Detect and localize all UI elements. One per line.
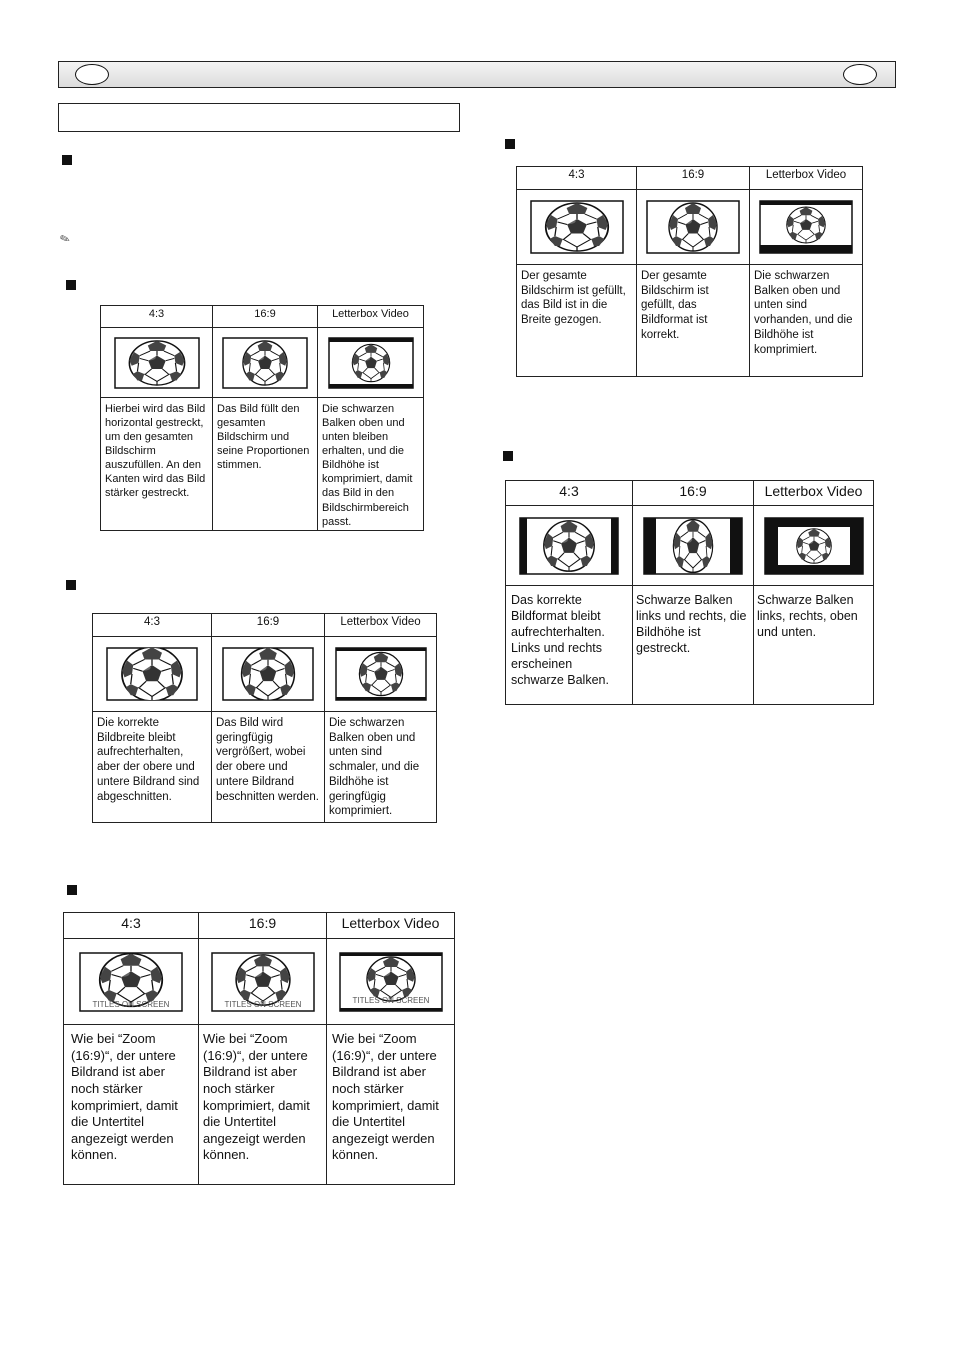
column-header: 16:9: [213, 306, 318, 328]
description-cell: Schwarze Balken links und rechts, die Bildhöhe ist gestreckt.: [633, 586, 754, 705]
language-badge-left: [75, 64, 109, 85]
description-cell: Das Bild füllt den gesamten Bildschirm und seine Proportionen stimmen.: [213, 398, 318, 531]
screen-illustration-cell: [633, 506, 754, 586]
bullet-square: [62, 155, 72, 165]
column-header: Letterbox Video: [325, 614, 437, 637]
subtitle-overlay-label: TITLES ON SCREEN: [224, 999, 301, 1009]
section-header-bar: [58, 61, 896, 88]
tv-screen-wide-ball: [530, 200, 624, 254]
description-cell: Schwarze Balken links, rechts, oben und unten.: [754, 586, 874, 705]
bullet-square: [505, 139, 515, 149]
format-table: [505, 480, 874, 705]
bullet-square: [503, 451, 513, 461]
screen-illustration-cell: [212, 637, 325, 712]
tv-screen-zoom-ball: [106, 647, 198, 701]
column-header: 16:9: [199, 913, 327, 939]
tv-screen-pillarbox-ball: [519, 517, 619, 575]
screen-illustration-cell: [199, 939, 327, 1025]
column-header: 16:9: [637, 167, 750, 190]
tv-screen-letterbox-ball: [759, 200, 853, 254]
screen-illustration-cell: [101, 328, 213, 398]
description-cell: Wie bei “Zoom (16:9)“, der untere Bildrand ist aber noch stärker komprimiert, damit die Untertitel angezeigt werden können.: [64, 1025, 199, 1185]
screen-illustration-cell: [213, 328, 318, 398]
screen-illustration-cell: [93, 637, 212, 712]
screen-illustration-cell: [64, 939, 199, 1025]
column-header: Letterbox Video: [318, 306, 424, 328]
tv-screen-windowbox-ball: [764, 517, 864, 575]
bullet-square: [66, 280, 76, 290]
description-cell: Die korrekte Bildbreite bleibt aufrechterhalten, aber der obere und untere Bildrand sind abgeschnitten.: [93, 712, 212, 823]
tv-screen-pillarbox-tall-ball: [643, 517, 743, 575]
tv-screen-normal-ball: [222, 337, 308, 389]
tv-screen-letterbox-ball: [335, 647, 427, 701]
column-header: 16:9: [212, 614, 325, 637]
description-cell: Das korrekte Bildformat bleibt aufrechterhalten. Links und rechts erscheinen schwarze Balken.: [506, 586, 633, 705]
column-header: 4:3: [506, 481, 633, 506]
note-pencil-icon: ✎: [57, 230, 73, 248]
screen-illustration-cell: [325, 637, 437, 712]
screen-illustration-cell: [318, 328, 424, 398]
subtitle-overlay-label: TITLES ON SCREEN: [92, 999, 170, 1009]
screen-illustration-cell: [750, 190, 863, 265]
tv-screen-subtitle-ball: [79, 952, 183, 1012]
description-cell: Die schwarzen Balken oben und unten bleiben erhalten, und die Bildhöhe ist komprimiert, damit das Bild in den Bildschirmbereich passt.: [318, 398, 424, 531]
screen-illustration-cell: [327, 939, 455, 1025]
tv-screen-subtitle-ball: [211, 952, 315, 1012]
format-table: [516, 166, 863, 377]
subtitle-overlay-label: TITLES ON SCREEN: [352, 995, 429, 1005]
description-cell: Die schwarzen Balken oben und unten sind vorhanden, und die Bildhöhe ist komprimiert.: [750, 265, 863, 377]
tv-screen-letterbox-ball: [328, 337, 414, 389]
column-header: 4:3: [93, 614, 212, 637]
format-table: [92, 613, 437, 823]
column-header: 4:3: [64, 913, 199, 939]
format-table: [100, 305, 424, 531]
column-header: Letterbox Video: [750, 167, 863, 190]
description-cell: Die schwarzen Balken oben und unten sind schmaler, und die Bildhöhe ist geringfügig komprimiert.: [325, 712, 437, 823]
screen-illustration-cell: [506, 506, 633, 586]
tv-screen-subtitle-letterbox: [339, 952, 443, 1012]
column-header: 4:3: [101, 306, 213, 328]
tv-screen-zoom-ball: [222, 647, 314, 701]
language-badge-right: [843, 64, 877, 85]
chapter-title-box: [58, 103, 460, 132]
description-cell: Hierbei wird das Bild horizontal gestreckt, um den gesamten Bildschirm auszufüllen. An den Kanten wird das Bild stärker gestreckt.: [101, 398, 213, 531]
column-header: 4:3: [517, 167, 637, 190]
description-cell: Der gesamte Bildschirm ist gefüllt, das Bildformat ist korrekt.: [637, 265, 750, 377]
bullet-square: [66, 580, 76, 590]
column-header: Letterbox Video: [327, 913, 455, 939]
description-cell: Wie bei “Zoom (16:9)“, der untere Bildrand ist aber noch stärker komprimiert, damit die Untertitel angezeigt werden können.: [327, 1025, 455, 1185]
screen-illustration-cell: [637, 190, 750, 265]
column-header: 16:9: [633, 481, 754, 506]
description-cell: Wie bei “Zoom (16:9)“, der untere Bildrand ist aber noch stärker komprimiert, damit die Untertitel angezeigt werden können.: [199, 1025, 327, 1185]
screen-illustration-cell: [517, 190, 637, 265]
bullet-square: [67, 885, 77, 895]
description-cell: Das Bild wird geringfügig vergrößert, wobei der obere und untere Bildrand beschnitten werden.: [212, 712, 325, 823]
column-header: Letterbox Video: [754, 481, 874, 506]
format-table: [63, 912, 455, 1185]
tv-screen-normal-ball: [646, 200, 740, 254]
description-cell: Der gesamte Bildschirm ist gefüllt, das Bild ist in die Breite gezogen.: [517, 265, 637, 377]
screen-illustration-cell: [754, 506, 874, 586]
tv-screen-wide-ball: [114, 337, 200, 389]
